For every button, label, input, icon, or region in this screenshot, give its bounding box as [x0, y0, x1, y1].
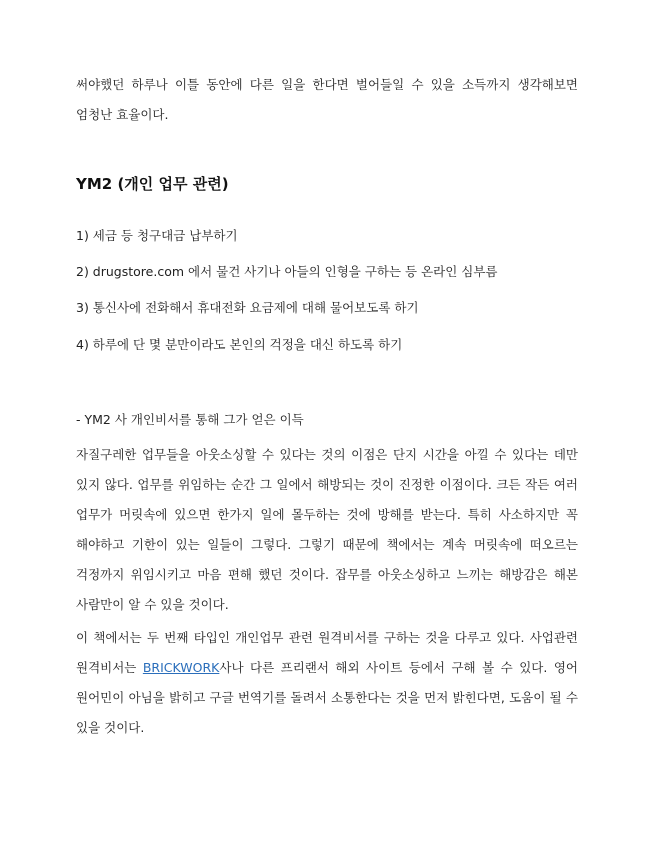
text-line: 자질구레한 업무들을 아웃소싱할 수 있다는 것의 이점은 단지 시간을 아낄 수 있다는 데만 [76, 447, 578, 462]
text-line: 써야했던 하루나 이틀 동안에 다른 일을 한다면 벌어들일 수 있을 소득까지 생각해보면 [76, 77, 578, 92]
text-line: 사람만이 알 수 있을 것이다. [76, 597, 229, 612]
text-segment: 사나 다른 프리랜서 해외 사이트 등에서 구해 볼 수 있다. 영어 [219, 660, 578, 675]
list-item: 4) 하루에 단 몇 분만이라도 본인의 걱정을 대신 하도록 하기 [76, 337, 403, 352]
text-line: 있지 않다. 업무를 위임하는 순간 그 일에서 해방되는 것이 진정한 이점이다. 크든 작든 여러 [76, 477, 578, 492]
list-item: 2) drugstore.com 에서 물건 사기나 아들의 인형을 구하는 등 온라인 심부름 [76, 264, 498, 279]
closing-paragraph [76, 623, 578, 743]
brickwork-link[interactable]: BRICKWORK [142, 660, 220, 675]
text-segment: 원격비서는 [76, 660, 143, 675]
text-line: 이 책에서는 두 번째 타입인 개인업무 관련 원격비서를 구하는 것을 다루고 있다. 사업관련 [76, 630, 578, 645]
intro-paragraph [76, 70, 578, 130]
benefit-title: - YM2 사 개인비서를 통해 그가 얻은 이득 [76, 412, 304, 427]
list-item: 1) 세금 등 청구대금 납부하기 [76, 228, 238, 243]
section-heading: YM2 (개인 업무 관련) [76, 175, 229, 193]
list-item: 3) 통신사에 전화해서 휴대전화 요금제에 대해 물어보도록 하기 [76, 300, 419, 315]
text-line: 있을 것이다. [76, 720, 145, 735]
benefit-paragraph [76, 440, 578, 620]
text-line: 걱정까지 위임시키고 마음 편해 했던 것이다. 잡무를 아웃소싱하고 느끼는 해방감은 해본 [76, 567, 578, 582]
text-line [76, 653, 578, 683]
text-line: 해야하고 기한이 있는 일들이 그렇다. 그렇기 때문에 책에서는 계속 머릿속에 떠오르는 [76, 537, 578, 552]
text-line: 원어민이 아님을 밝히고 구글 번역기를 돌려서 소통한다는 것을 먼저 밝힌다면, 도움이 될 수 [76, 690, 578, 705]
text-line: 업무가 머릿속에 있으면 한가지 일에 몰두하는 것에 방해를 받는다. 특히 사소하지만 꼭 [76, 507, 578, 522]
text-line: 엄청난 효율이다. [76, 107, 169, 122]
